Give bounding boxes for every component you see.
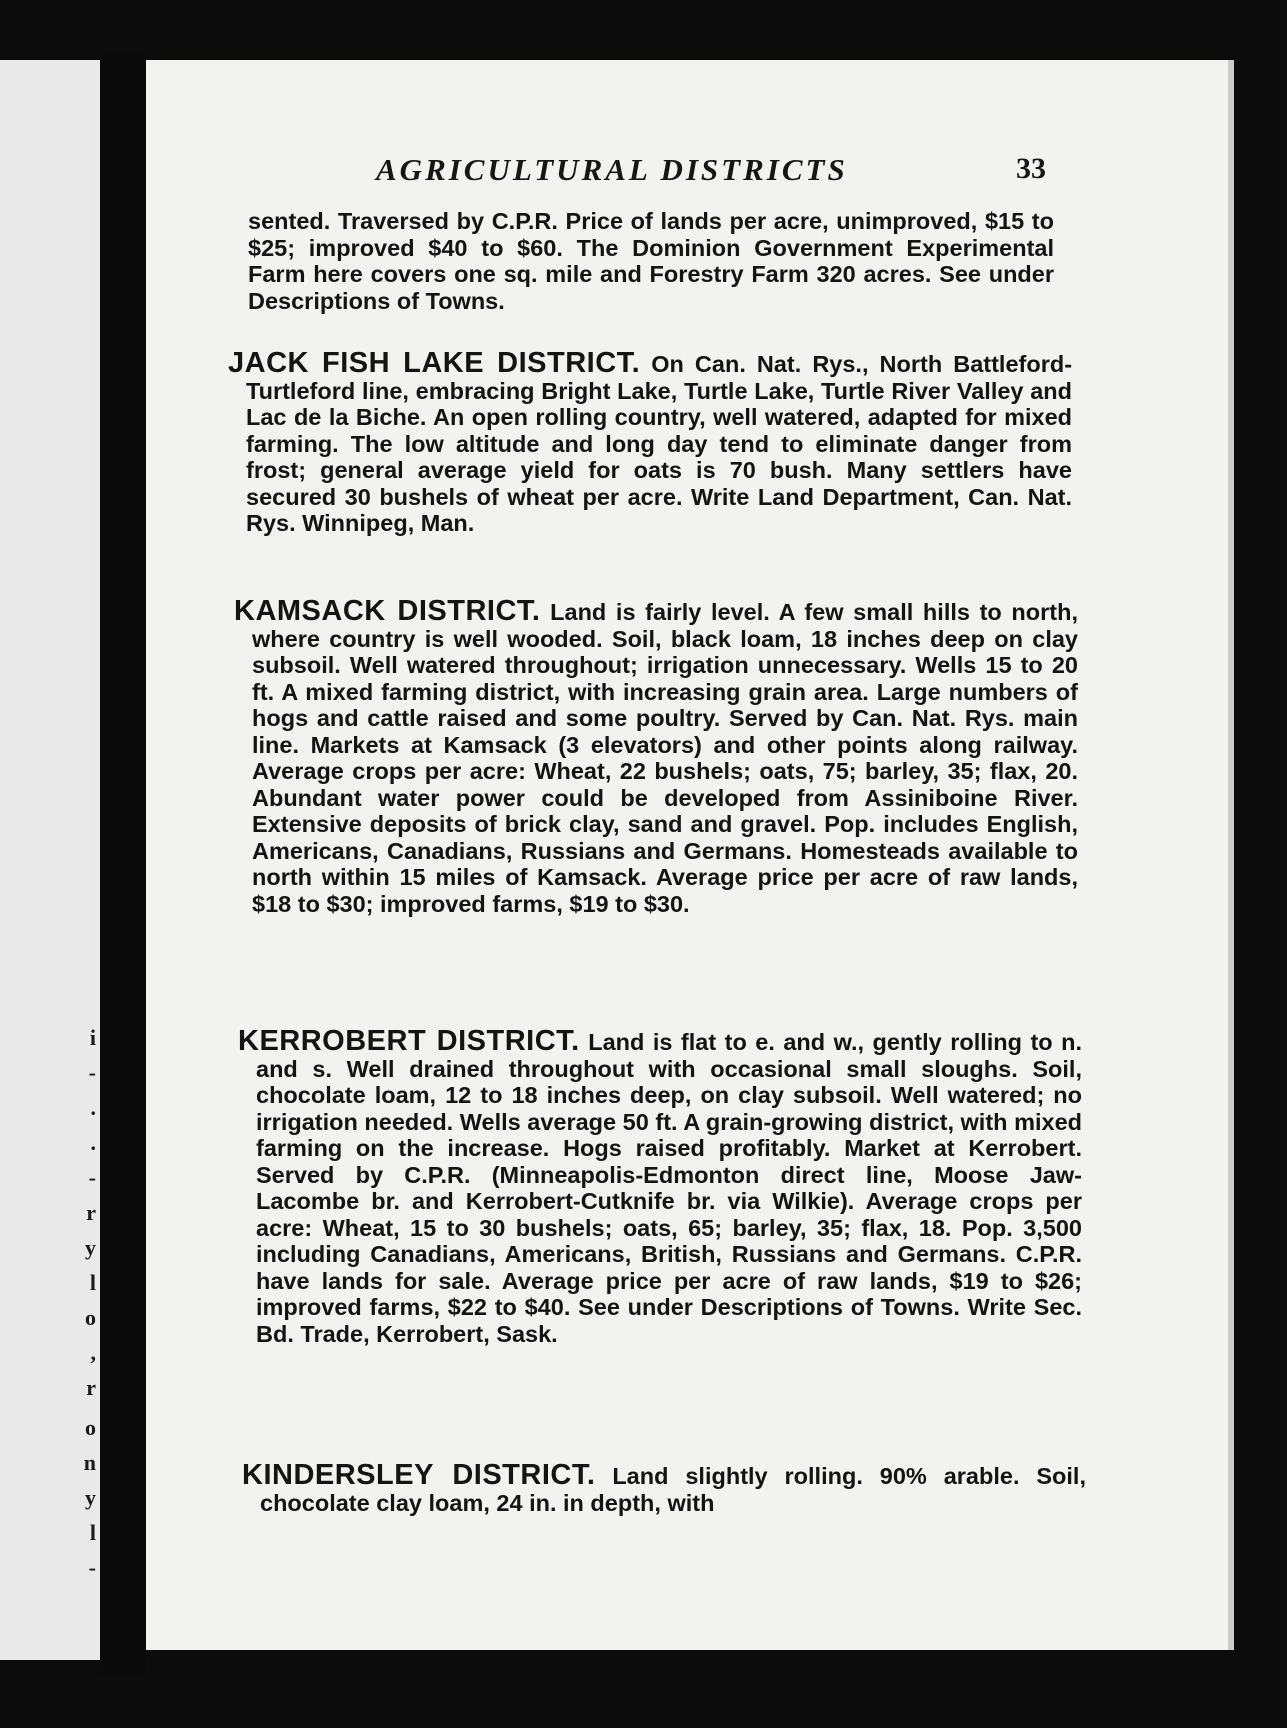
district-entry-kerrobert — [238, 1025, 1082, 1347]
facing-page-margin-text — [0, 60, 100, 1660]
entry-text: On Can. Nat. Rys., North Battleford-Turtleford line, embracing Bright Lake, Turtle Lake, Turtle River Valley and Lac de la Biche. An open rolling country, well watered, adapted for mixed farming. The low altitude and long day tend to eliminate danger from frost; general average yield for oats is 70 bush. Many settlers have secured 30 bushels of wheat per acre. Write Land Department, Can. Nat. Rys. Winnipeg, Man. — [246, 351, 1073, 536]
facing-page-char: y — [85, 1485, 96, 1510]
entry-text: Land is flat to e. and w., gently rolling to n. and s. Well drained throughout with occasional small sloughs. Soil, chocolate loam, 12 to 18 inches deep, on clay subsoil. Well watered; no irrigation needed. Wells average 50 ft. A grain-growing district, with mixed farming on the increase. Hogs raised profitably. Market at Kerrobert. Served by C.P.R. (Minneapolis-Edmonton direct line, Moose Jaw-Lacombe br. and Kerrobert-Cutknife br. via Wilkie). Average crops per acre: Wheat, 15 to 30 bushels; oats, 65; barley, 35; flax, 18. Pop. 3,500 including Canadians, Americans, British, Russians and Germans. C.P.R. have lands for sale. Average price per acre of raw lands, $19 to $26; improved farms, $22 to $40. See under Descriptions of Towns. Write Sec. Bd. Trade, Kerrobert, Sask. — [256, 1029, 1082, 1347]
facing-page-char: - — [88, 1060, 96, 1085]
entry-text: sented. Traversed by C.P.R. Price of lands per acre, unimproved, $15 to $25; improved $40 to $60. The Dominion Government Experimental Farm here covers one sq. mile and Forestry Farm 320 acres. See under Descriptions of Towns. — [248, 208, 1054, 314]
facing-page-char: o — [85, 1415, 96, 1440]
facing-page-char: - — [88, 1555, 96, 1580]
district-entry-kamsack — [234, 595, 1078, 917]
facing-page-char: i — [89, 1025, 96, 1050]
facing-page-char: . — [90, 1130, 96, 1155]
entry-text: Land is fairly level. A few small hills to north, where country is well wooded. Soil, black loam, 18 inches deep on clay subsoil. Well watered throughout; irrigation unnecessary. Wells 15 to 20 ft. A mixed farming district, with increasing grain area. Large numbers of hogs and cattle raised and some poultry. Served by Can. Nat. Rys. main line. Markets at Kamsack (3 elevators) and other points along railway. Average crops per acre: Wheat, 22 bushels; oats, 75; barley, 35; flax, 20. Abundant water power could be developed from Assiniboine River. Extensive deposits of brick clay, sand and gravel. Pop. includes English, Americans, Canadians, Russians and Germans. Homesteads available to north within 15 miles of Kamsack. Average price per acre of raw lands, $18 to $30; improved farms, $19 to $30. — [252, 599, 1078, 917]
district-heading: KAMSACK DISTRICT. — [234, 595, 541, 627]
facing-page-char: , — [90, 1340, 96, 1365]
running-head: AGRICULTURAL DISTRICTS — [376, 152, 848, 187]
entry-text: Land slightly rolling. 90% arable. Soil, chocolate clay loam, 24 in. in depth, with — [260, 1463, 1086, 1516]
page-header — [146, 152, 1228, 192]
district-heading: JACK FISH LAKE DISTRICT. — [228, 347, 641, 379]
book-page — [146, 60, 1234, 1650]
facing-page-char: n — [83, 1450, 96, 1475]
district-entry-kindersley — [242, 1459, 1086, 1516]
continued-entry — [248, 208, 1054, 314]
facing-page-char: o — [85, 1305, 96, 1330]
facing-page-char: l — [89, 1520, 96, 1545]
facing-page-char: r — [86, 1375, 96, 1400]
facing-page-char: r — [86, 1200, 96, 1225]
book-gutter — [100, 55, 146, 1675]
district-heading: KERROBERT DISTRICT. — [238, 1025, 580, 1057]
facing-page-char: - — [88, 1165, 96, 1190]
page-number: 33 — [1016, 152, 1046, 185]
facing-page-char: l — [89, 1270, 96, 1295]
district-heading: KINDERSLEY DISTRICT. — [242, 1459, 596, 1491]
facing-page-char: . — [90, 1095, 96, 1120]
facing-page-char: y — [85, 1235, 96, 1260]
district-entry-jack-fish-lake — [228, 347, 1073, 537]
